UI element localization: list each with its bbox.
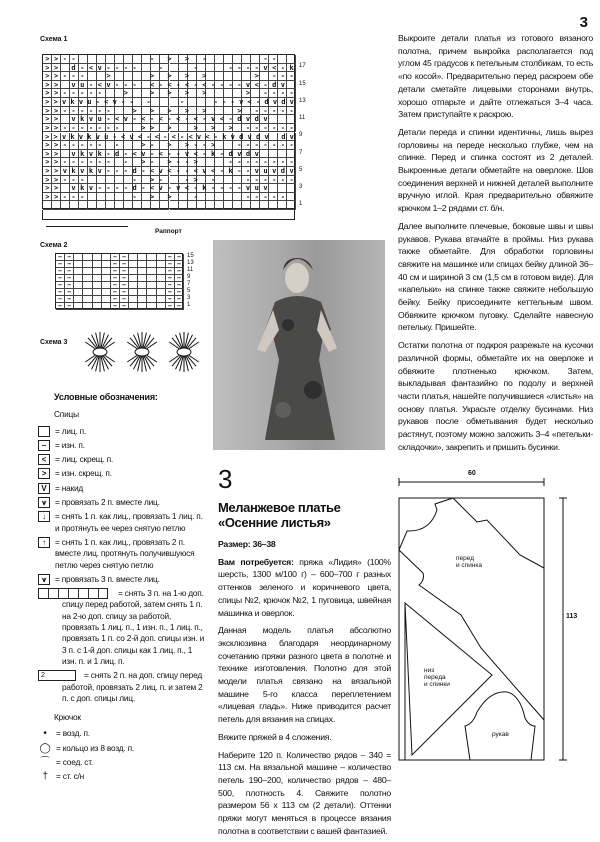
chart-cell: – — [56, 275, 65, 282]
sewing-pattern — [395, 470, 595, 770]
chart-cell — [93, 268, 102, 275]
chart-cell: – — [120, 296, 129, 303]
chart-row-symbols: >>vkvu-<v-- - - ---v<-dvdv — [45, 98, 299, 107]
chart-cell: – — [166, 303, 175, 310]
chart-cell — [157, 282, 166, 289]
row-label: 15 — [299, 80, 306, 87]
chart-cell — [129, 303, 138, 310]
chart-cell — [74, 275, 83, 282]
stitch-symbol-icon: V — [38, 483, 50, 494]
chart-row-symbols: >>------ - >- >--> -------- — [45, 158, 299, 167]
chart-cell — [102, 296, 111, 303]
legend — [38, 392, 208, 786]
chart-cell — [157, 289, 166, 296]
row-label: 3 — [187, 295, 191, 301]
chart-row-symbols: >> d-<v---- - - ----v<-k — [45, 63, 299, 72]
chart-cell — [138, 282, 147, 289]
chart-row-symbols: >>----- > > > > > > ---- — [45, 89, 299, 98]
cable2-symbol: 2 — [38, 670, 76, 681]
legend-item: ↓ = снять 1 п. как лиц., провязать 1 лиц. п. и протянуть ее через снятую петлю — [38, 511, 208, 534]
needles-heading: Спицы — [54, 409, 79, 420]
chart-row-symbols: >>vkvkvu-<v<-<-<-<v<-kvdvdv dv — [45, 132, 299, 141]
chart-row-symbols: >>-- - > > - -- — [45, 55, 299, 63]
scheme3-title: Схема 3 — [40, 339, 68, 346]
chart-cell — [93, 261, 102, 268]
chart-cell — [147, 275, 156, 282]
hook-legend-item: ◯ = кольцо из 8 возд. п. — [39, 742, 135, 754]
chart-cell: – — [56, 296, 65, 303]
chart-cell: – — [111, 254, 120, 261]
stitch-symbol-icon: ⩛ — [38, 497, 50, 508]
row-label: 1 — [299, 201, 303, 208]
chart-row-symbols: >>------ > > > > > > ----- — [45, 106, 299, 115]
chart-cell — [129, 268, 138, 275]
chart-cell — [102, 303, 111, 310]
chart-cell — [102, 261, 111, 268]
chart-cell: – — [65, 275, 74, 282]
chart-cell — [83, 268, 92, 275]
chart-cell: – — [166, 282, 175, 289]
chart-cell: – — [166, 296, 175, 303]
chart-cell — [138, 303, 147, 310]
row-label: 11 — [187, 267, 194, 273]
chart-cell: – — [65, 289, 74, 296]
chart-cell — [129, 289, 138, 296]
chart-cell: – — [111, 289, 120, 296]
legend-item: > = изн. скрещ. п. — [38, 468, 208, 479]
chart-cell — [83, 282, 92, 289]
chart-cell — [147, 296, 156, 303]
chart-cell — [157, 303, 166, 310]
scheme3-crochet-diagram — [80, 330, 210, 375]
article-title: Меланжевое платье «Осенние листья» — [218, 500, 341, 530]
page-number: 3 — [579, 14, 588, 31]
chart-cell — [129, 275, 138, 282]
chart-cell — [147, 254, 156, 261]
chart-row-symbols: >> vkv----d-<v-v<-k----vuv — [45, 184, 299, 193]
chart-cell — [129, 282, 138, 289]
chart-cell — [102, 254, 111, 261]
chart-cell: – — [111, 261, 120, 268]
legend-item: – = изн. п. — [38, 440, 208, 451]
scheme1-grid — [42, 54, 299, 209]
chart-row-symbols: >>--- > > > > > > --- — [45, 72, 299, 81]
chart-cell: – — [111, 268, 120, 275]
chart-cell — [74, 268, 83, 275]
chart-cell: – — [65, 303, 74, 310]
scheme2-title: Схема 2 — [40, 242, 68, 249]
legend-item: ⩛ = провязать 2 п. вместе лиц. — [38, 497, 208, 508]
stitch-symbol-icon: ⩛ — [38, 574, 50, 585]
chart-cell — [157, 261, 166, 268]
chart-cell — [93, 254, 102, 261]
chart-cell — [93, 296, 102, 303]
chart-cell: – — [56, 268, 65, 275]
chart-row-symbols: >>--- - > > - ----- — [45, 192, 299, 201]
chart-cell — [157, 268, 166, 275]
chart-cell — [74, 282, 83, 289]
stitch-symbol-icon — [38, 426, 50, 437]
chart-cell — [74, 296, 83, 303]
chart-cell — [138, 289, 147, 296]
chart-row-symbols: >> vkvk-d-<v-<--v<-k-dvdv — [45, 149, 299, 158]
chart-cell — [129, 296, 138, 303]
stitch-symbol-icon: ↑ — [38, 537, 50, 548]
chart-cell: – — [166, 275, 175, 282]
legend-item: ↑ = снять 1 п. как лиц., провязать 2 п. вместе лиц. протянуть получившуюся петлю через снятую петлю — [38, 537, 208, 571]
pattern-width: 60 — [468, 470, 476, 477]
chart-cell: – — [111, 303, 120, 310]
row-label: 9 — [187, 274, 191, 280]
chart-cell — [93, 303, 102, 310]
chart-cell — [138, 296, 147, 303]
chart-cell — [93, 289, 102, 296]
crochet-symbol-icon: ⌒ — [40, 757, 50, 769]
chart-cell — [129, 261, 138, 268]
size: Размер: 36–38 — [218, 539, 276, 549]
chart-cell: – — [56, 282, 65, 289]
chart-cell: – — [111, 296, 120, 303]
chart-cell: – — [56, 303, 65, 310]
legend-cable1: = снять 3 п. на 1-ю доп. спицу перед работой, затем снять 1 п. на 2-ю доп. спицу за работой, провязать 1 лиц. п., 1 изн. п., 1 лиц. п., провязать 1 п. со 2-й доп. спицы изн. и 3 п. с 1-й доп. спицы как 1 лиц. п., 1 изн. п. и 1 лиц. п. — [38, 588, 208, 667]
chart-row-symbols: >>vkvkv---d-<v<--<v<-k--vuvdv — [45, 166, 299, 175]
chart-cell — [138, 254, 147, 261]
row-label: 7 — [299, 149, 303, 156]
scheme2-grid — [55, 253, 183, 309]
legend-item: < = лиц. скрещ. п. — [38, 454, 208, 465]
chart-cell: – — [111, 275, 120, 282]
chart-cell: – — [175, 275, 184, 282]
chart-cell — [157, 296, 166, 303]
chart-cell: – — [65, 254, 74, 261]
row-label: 13 — [187, 260, 194, 266]
chart-cell: – — [166, 268, 175, 275]
stitch-symbol-icon: < — [38, 454, 50, 465]
chart-cell: – — [120, 282, 129, 289]
chart-cell — [147, 289, 156, 296]
label-bottom: низ переда и спинки — [424, 667, 450, 688]
hook-heading: Крючок — [54, 712, 81, 723]
row-label: 3 — [299, 183, 303, 190]
row-label: 5 — [187, 288, 191, 294]
instructions-column: Выкроите детали платья из готового вязаного полотна, причем выкройка располагается под углом 45 градусов к петельным столбикам, то есть «по косой». Предварительно перед раскроем обе детали сметайте лицевыми сторонами внутрь, хорошо отпарьте и дайте отлежаться 3–4 часа. Затем приступайте к раскрою. Детали переда и спинки идентичны, лишь вырез горловины на переде несколько глубже, чем на спинке. Перед и спинка состоят из 2 деталей. Выкроенные детали обметайте на оверлоке. Шов соединения верхней и нижней деталей выполните вручную иглой. Края предварительно обвяжите крючком 1–2 рядами ст. б/н. Далее выполните плечевые, боковые швы и швы рукавов. Рукава втачайте в проймы. Низ рукава также обметайте. Для обработки горловины свяжите на машинке или спицах бейку длиной 36–40 см и шириной 3 см (1,5 см в готовом виде). Для «капельки» на спинке также свяжите небольшую бейку. Бейку присоедините кеттельным швом. Обвяжите крючком пуговку. Сделайте навесную петельку. Пришейте. Остатки полотна от подкроя разрежьте на кусочки различной формы, обметайте их на оверлоке и обвяжите плотненько крючком. Затем, выкладывая фантазийно по подолу и верхней части платья, нашейте получившиеся «листья» на основу платья. Украсьте отделку бусинами. Низ рукавов после обметывания будет несколько растянут, поэтому можно заложить 3–4 «петельки-складочки», закрепить и пришить бусинки. — [398, 33, 593, 452]
chart-cell — [138, 275, 147, 282]
chart-cell: – — [120, 268, 129, 275]
ring — [93, 348, 107, 356]
chart-row-symbols — [43, 201, 298, 210]
crochet-symbol-icon: • — [43, 728, 47, 740]
row-label: 1 — [187, 302, 191, 308]
chart-cell — [147, 303, 156, 310]
chart-cell — [102, 275, 111, 282]
dress-photo — [213, 240, 385, 450]
legend-item: ⩛ = провязать 3 п. вместе лиц. — [38, 574, 208, 585]
crochet-symbol-icon: ◯ — [39, 742, 51, 754]
chart-cell — [74, 303, 83, 310]
article-body: Размер: 36–38 Вам потребуется: пряжа «Лидия» (100% шерсть, 1300 м/100 г) – 600–700 г разных оттенков зеленого и коричневого цвета, спицы №2, крючок №2, 1 пуговица, швейная машинка и оверлок. Данная модель платья абсолютно эксклюзивна благодаря неординарному сочетанию пряжи разного цвета в полотне и технике изготовления. Полотно для этой модели платья связано на вязальной машине 5-го класса переплетением «лицевая гладь». Ниже приводится расчет петель для вязания на спицах. Вяжите пряжей в 4 сложения. Наберите 120 п. Количество рядов – 340 = 113 см. На вязальной машине – количество петель 190–200, количество рядов – 480–500, плотность 4. Свяжите полотно размером 56 x 113 см (2 детали). Оттенки пряжи могут меняться в процессе вязания полотна в соответствии с вашей фантазией. — [218, 539, 391, 836]
crochet-symbol-icon: † — [42, 771, 48, 783]
chart-cell — [74, 289, 83, 296]
chart-cell — [147, 268, 156, 275]
chart-cell: – — [120, 289, 129, 296]
chart-cell — [83, 303, 92, 310]
row-label: 9 — [299, 132, 303, 139]
chart-cell — [147, 261, 156, 268]
hook-legend-item: ⌒ = соед. ст. — [38, 757, 208, 768]
chart-cell: – — [166, 254, 175, 261]
chart-cell: – — [166, 289, 175, 296]
chart-cell: – — [166, 261, 175, 268]
chart-row-symbols: >>------- >> > > > > ------ — [45, 123, 299, 132]
chart-cell: – — [56, 289, 65, 296]
chart-cell — [83, 254, 92, 261]
chart-cell — [83, 275, 92, 282]
row-label: 13 — [299, 97, 306, 104]
chart-row-symbols: >> vkvu-<v-<-<-<-<-v<-dvdv — [45, 115, 299, 124]
chart-row-symbols: >>----- - >- > >--> ------- — [45, 141, 299, 150]
chart-cell: – — [120, 261, 129, 268]
row-label: 17 — [299, 63, 306, 70]
legend-item: V = накид — [38, 483, 208, 494]
rapport-label: Раппорт — [155, 228, 182, 235]
chart-cell — [74, 261, 83, 268]
legend-item: = лиц. п. — [38, 426, 208, 437]
chart-cell: – — [175, 289, 184, 296]
row-label: 7 — [187, 281, 191, 287]
chart-cell: – — [56, 254, 65, 261]
chart-row-symbols: >>--- - >- -> - ------ — [45, 175, 299, 184]
chart-cell: – — [175, 268, 184, 275]
chart-cell — [83, 296, 92, 303]
chart-cell: – — [120, 275, 129, 282]
chart-cell — [102, 289, 111, 296]
materials: Вам потребуется: пряжа «Лидия» (100% шерсть, 1300 м/100 г) – 600–700 г разных оттенков зеленого и коричневого цвета, спицы №2, крючок №2, 1 пуговица, швейная машинка и оверлок. — [218, 556, 391, 618]
stitch-symbol-icon: ↓ — [38, 511, 50, 522]
chart-cell — [93, 275, 102, 282]
chart-cell — [93, 282, 102, 289]
chart-cell — [74, 254, 83, 261]
label-front-back: перед и спинка — [456, 555, 483, 569]
chart-cell: – — [175, 254, 184, 261]
label-sleeve: рукав — [492, 731, 509, 738]
model-figure — [213, 240, 385, 450]
chart-cell — [129, 254, 138, 261]
row-label: 15 — [187, 253, 194, 259]
stitch-symbol-icon: – — [38, 440, 50, 451]
chart-cell: – — [111, 282, 120, 289]
article-number: 3 — [218, 464, 233, 494]
chart-cell — [157, 254, 166, 261]
chart-cell: – — [65, 296, 74, 303]
chart-cell — [147, 282, 156, 289]
hook-legend-item: † = ст. с/н — [38, 771, 208, 782]
hook-legend-item: • = возд. п. — [38, 728, 208, 739]
legend-cable2: 2 = снять 2 п. на доп. спицу перед работой, провязать 2 лиц. п. и затем 2 п. с доп. спицы лиц. — [38, 670, 208, 704]
chart-cell — [102, 282, 111, 289]
chart-cell: – — [175, 296, 184, 303]
chart-row-symbols: >> vu-<v--- <-<-<-<----v<-dv — [45, 80, 299, 89]
chart-cell — [83, 289, 92, 296]
chart-cell — [157, 275, 166, 282]
row-label: 5 — [299, 166, 303, 173]
chart-cell: – — [175, 282, 184, 289]
row-label: 11 — [299, 115, 306, 122]
chart-cell: – — [120, 303, 129, 310]
chart-cell: – — [175, 303, 184, 310]
chart-cell: – — [65, 282, 74, 289]
legend-title: Условные обозначения: — [54, 392, 158, 402]
chart-cell: – — [175, 261, 184, 268]
rapport-bracket — [46, 226, 128, 227]
pattern-height: 113 — [566, 613, 578, 620]
ring — [177, 348, 191, 356]
stitch-symbol-icon: > — [38, 468, 50, 479]
scheme1-title: Схема 1 — [40, 36, 68, 43]
chart-cell — [138, 268, 147, 275]
chart-cell — [102, 268, 111, 275]
chart-cell — [83, 261, 92, 268]
chart-cell: – — [120, 254, 129, 261]
chart-cell: – — [56, 261, 65, 268]
chart-cell: – — [65, 268, 74, 275]
chart-cell — [138, 261, 147, 268]
ring — [135, 348, 149, 356]
chart-cell: – — [65, 261, 74, 268]
scheme1-rapport-box — [42, 210, 295, 220]
